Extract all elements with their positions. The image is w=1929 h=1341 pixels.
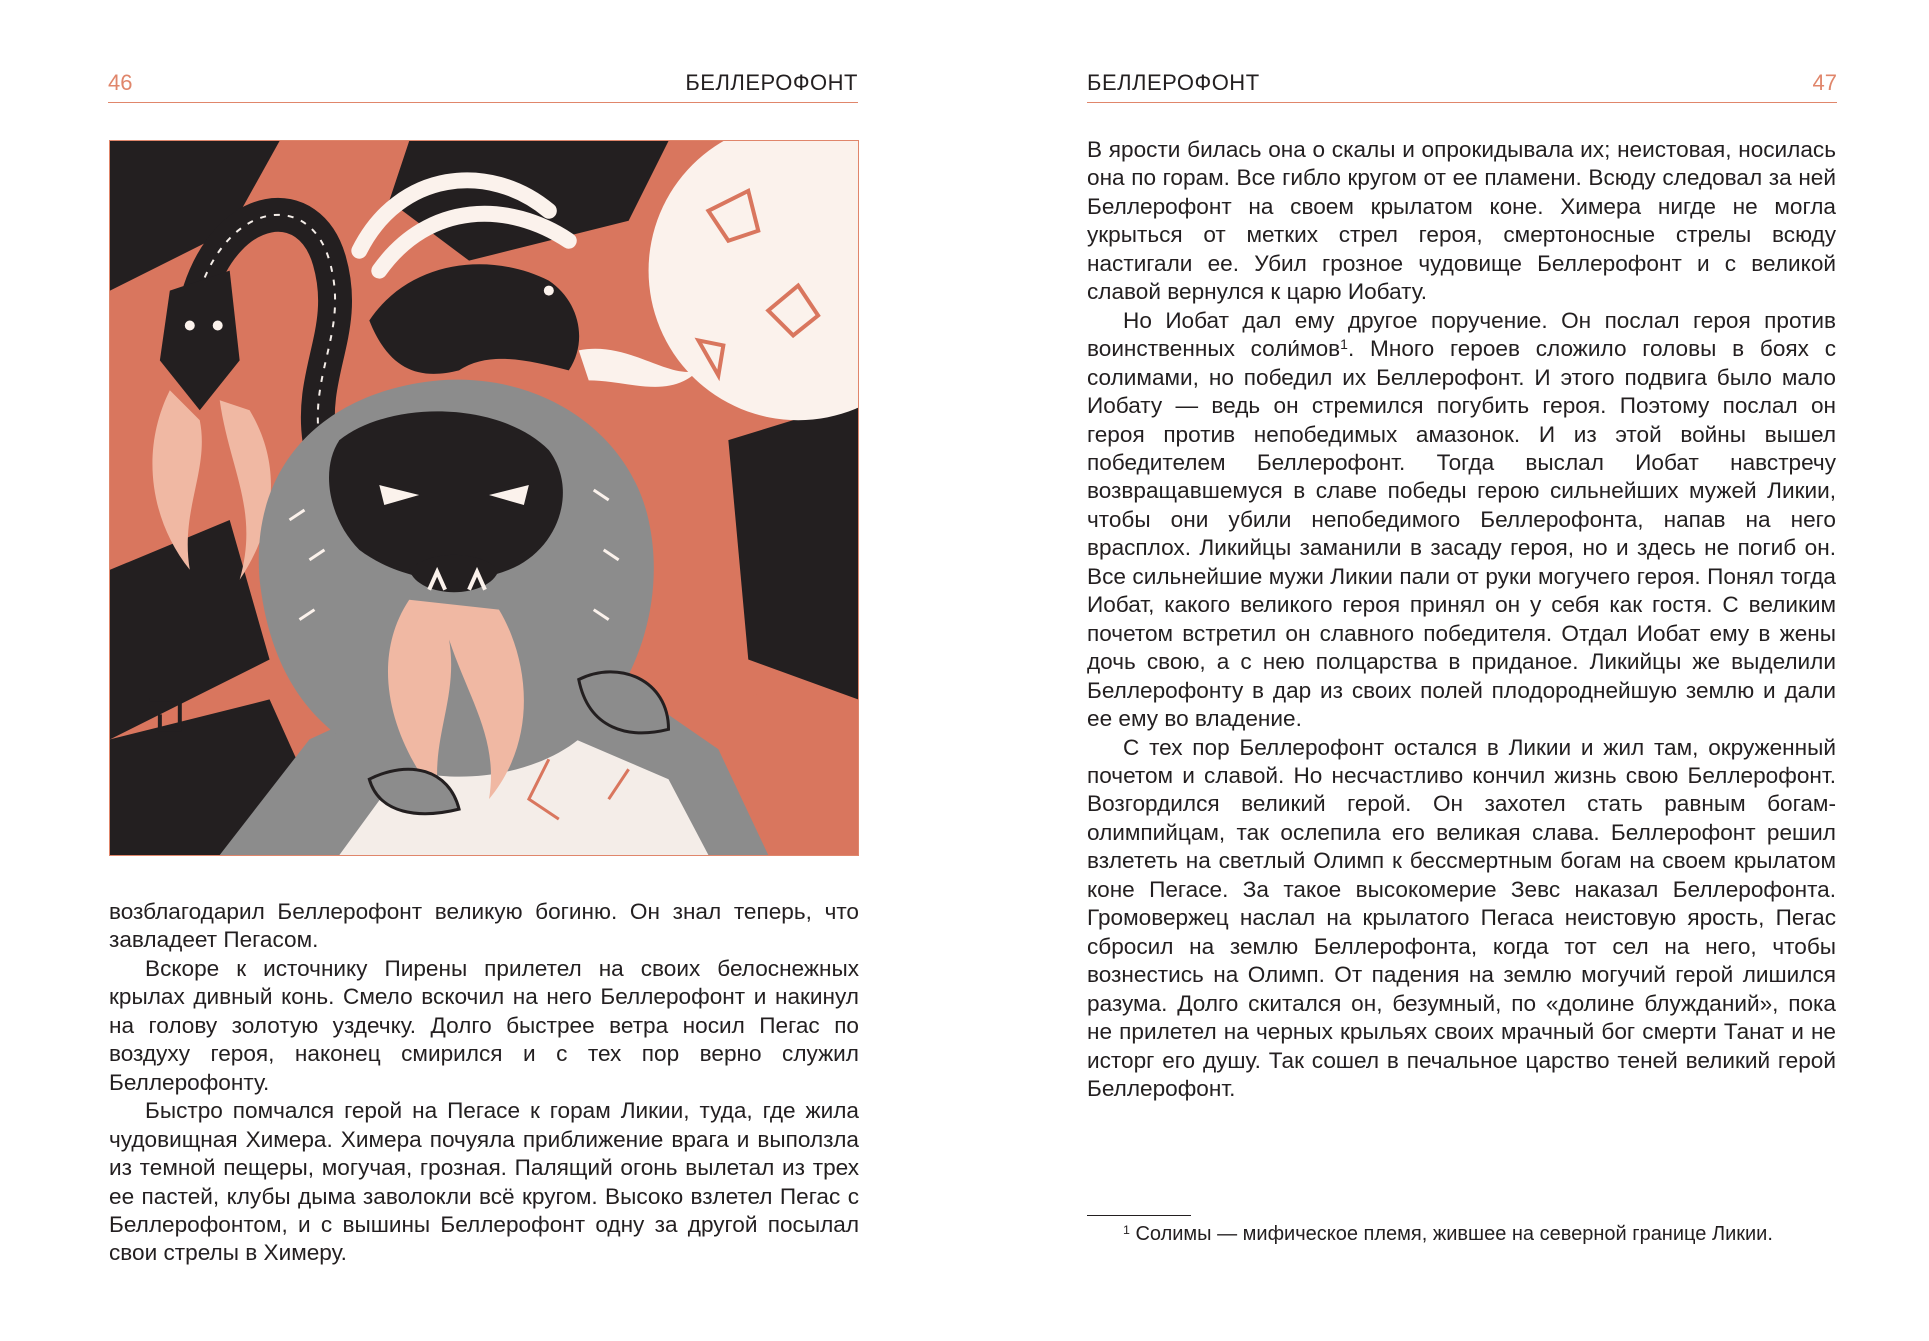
footnote-divider — [1087, 1215, 1191, 1216]
paragraph-part: . Много героев сложило головы в боях с солимами, но победил их Беллерофонт. И этого подвига было мало Иобату — ведь он стремился погубить героя. Поэтому послал он героя против непобедимых амазонок. И из этой войны вышел победителем Беллерофонт. Тогда выслал Иобат навстречу возвращавшемуся в славе победы герою сильнейших мужей Ликии, чтобы они убили непобедимого Беллерофонта, напав на него врасплох. Ликийцы заманили в засаду героя, но и здесь не погиб он. Все сильнейшие мужи Ликии пали от руки могучего героя. Понял тогда Иобат, какого великого героя принял он у себя как гостя. С великим почетом встретил он славного победителя. Отдал Иобат ему в жены дочь свою, а с нею полцарства в приданое. Ликийцы же выделили Беллерофонту в дар из своих полей плодороднейшую землю и дали ее ему во владение. — [1087, 336, 1836, 732]
paragraph-part: Но Иобат дал ему другое поручение. Он послал героя против воинственных соли́мов — [1087, 307, 1836, 362]
footnote-marker: 1 — [1123, 1222, 1130, 1237]
running-title-right: БЕЛЛЕРОФОНТ — [1087, 70, 1260, 95]
paragraph: возблагодарил Беллерофонт великую богиню. Он знал теперь, что завладеет Пегасом. — [109, 899, 859, 953]
page-number-left: 46 — [108, 70, 133, 95]
left-body-text — [109, 898, 859, 1268]
left-page — [0, 0, 964, 1341]
chimera-artwork — [110, 141, 858, 855]
paragraph: В ярости билась она о скалы и опрокидывала их; неистовая, носилась она по горам. Все гибло кругом от ее пламени. Всюду следовал за ней Беллерофонт на своем крылатом коне. Химера нигде не могла укрыться от метких стрел героя, смертоносные стрелы всюду настигали ее. Убил грозное чудовище Беллерофонт и с великой славой вернулся к царю Иобату. — [1087, 137, 1836, 305]
footnote — [1087, 1222, 1836, 1246]
paragraph: Быстро помчался герой на Пегасе к горам Ликии, туда, где жила чудовищная Химера. Химера почуяла приближение врага и выползла из темной пещеры, могучая, грозная. Палящий огонь вылетал из трех ее пастей, клубы дыма заволокли всё кругом. Высоко взлетел Пегас с Беллерофонтом, и с вышины Беллерофонт одну за другой посылал свои стрелы в Химеру. — [109, 1098, 859, 1266]
running-head-left — [108, 66, 858, 103]
running-head-right — [1087, 66, 1837, 103]
footnote-reference[interactable]: 1 — [1340, 336, 1348, 353]
right-body-text — [1087, 136, 1836, 1103]
paragraph: Вскоре к источнику Пирены прилетел на своих белоснежных крылах дивный конь. Смело вскочил на него Беллерофонт и накинул на голову золотую уздечку. Долго быстрее ветра носил Пегас по воздуху героя, наконец смирился и с тех пор верно служил Беллерофонту. — [109, 955, 859, 1095]
running-title-left: БЕЛЛЕРОФОНТ — [685, 70, 858, 95]
footnote-text: Солимы — мифическое племя, жившее на северной границе Ликии. — [1129, 1223, 1773, 1245]
page-number-right: 47 — [1812, 70, 1837, 95]
right-page — [964, 0, 1929, 1341]
paragraph-with-note — [1087, 307, 1836, 734]
chimera-illustration — [109, 140, 859, 856]
paragraph: С тех пор Беллерофонт остался в Ликии и жил там, окруженный почетом и славой. Но несчастливо кончил жизнь свою Беллерофонт. Возгордился великий герой. Он захотел стать равным богам-олимпийцам, так ослепила его великая слава. Беллерофонт решил взлететь на светлый Олимп к бессмертным богам на своем крылатом коне Пегасе. За такое высокомерие Зевс наказал Беллерофонта. Громовержец наслал на крылатого Пегаса неистовую ярость, Пегас сбросил на землю Беллерофонта, когда тот сел на него, чтобы вознестись на Олимп. От падения на землю могучий герой лишился разума. Долго скитался он, безумный, по «долине блужданий», пока не прилетел на черных крыльях своих мрачный бог смерти Танат и не исторг его душу. Так сошел в печальное царство теней великий герой Беллерофонт. — [1087, 734, 1836, 1101]
